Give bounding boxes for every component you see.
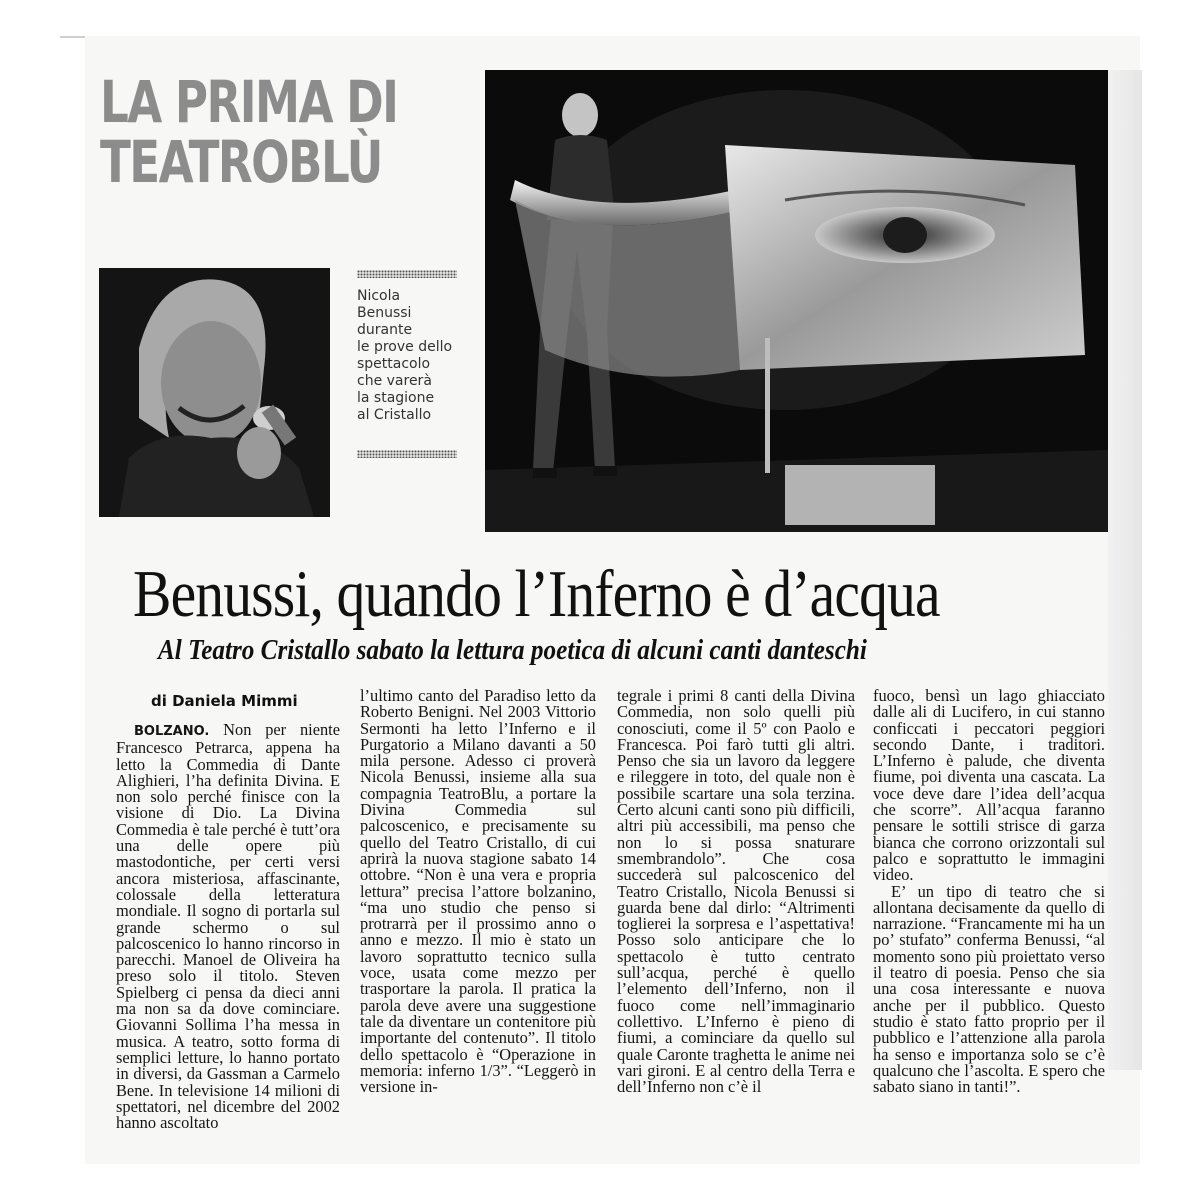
kicker-line-1: LA PRIMA DI: [100, 68, 398, 136]
stage-photo: [485, 70, 1108, 532]
stage-photo-art: [485, 70, 1108, 532]
caption-line: la stagione: [357, 390, 435, 406]
adjacent-page-strip: [1108, 70, 1142, 1070]
section-kicker: [100, 68, 398, 196]
caption-line: Nicola: [357, 288, 401, 304]
photo-caption: [357, 288, 469, 424]
article-column-2: [360, 688, 596, 1158]
caption-line: durante: [357, 322, 413, 338]
caption-line: Benussi: [357, 305, 412, 321]
caption-line: spettacolo: [357, 356, 431, 372]
column-text: Non per niente Francesco Petrarca, appena ha letto la Commedia di Dante Alighieri, l’ha definita Divina. E non solo perché finisce con la visione di Dio. La Divina Commedia è tale perché è tutt’ora una delle opere più mastodontiche, per certi versi ancora misteriosa, affascinante, colossale della letteratura mondiale. Il sogno di portarla sul grande schermo o sul palcoscenico lo hanno rincorso in parecchi. Manoel de Oliveira ha preso solo il titolo. Steven Spielberg ci pensa da dieci anni ma non sa da dove cominciare. Giovanni Sollima l’ha messa in musica. A teatro, sotto forma di semplici letture, lo hanno portato in diversi, da Gassman a Carmelo Bene. In televisione 14 milioni di spettatori, nel dicembre del 2002 hanno ascoltato: [116, 722, 340, 1133]
column-text: tegrale i primi 8 canti della Divina Commedia, non solo quelli più conosciuti, come il 5º con Paolo e Francesca. Poi farò tutti gli altri. Penso che sia un lavoro da leggere e rileggere in toto, del quale non è possibile scartare una sola terzina. Certo alcuni canti sono più difficili, altri più accessibili, ma penso che non lo si possa snaturare smembrandolo”. Che cosa succederà sul palcoscenico del Teatro Cristallo, Nicola Benussi si guarda bene dal dirlo: “Altrimenti toglierei la sorpresa e l’aspettativa! Posso solo anticipare che lo spettacolo è tutto centrato sull’acqua, perché è quello l’elemento dell’Inferno, non il fuoco come nell’immaginario collettivo. L’Inferno è pieno di fiumi, a cominciare da quello sul quale Caronte traghetta le anime nei vari gironi. E al centro della Terra e dell’Inferno non c’è il: [617, 688, 855, 1097]
caption-dot-rule-bottom: [357, 450, 457, 458]
byline: di Daniela Mimmi: [151, 692, 298, 710]
caption-line: che varerà: [357, 373, 432, 389]
portrait-photo: [99, 268, 330, 517]
subheadline: Al Teatro Cristallo sabato la lettura poetica di alcuni canti danteschi: [158, 635, 867, 666]
column-text: fuoco, bensì un lago ghiacciato dalle ali di Lucifero, in cui stanno conficcati i peccatori peggiori secondo Dante, i traditori. L’Inferno è palude, che diventa fiume, poi diventa una cascata. La voce deve dare l’idea dell’acqua che scorre”. All’acqua faranno pensare le sottili strisce di garza bianca che corrono orizzontali sul palco e soprattutto le immagini video.: [873, 688, 1105, 885]
article-column-1: [116, 722, 340, 1192]
portrait-photo-art: [99, 268, 330, 517]
column-text: l’ultimo canto del Paradiso letto da Roberto Benigni. Nel 2003 Vittorio Sermonti ha letto l’Inferno e il Purgatorio a Milano davanti a 50 mila persone. Adesso ci proverà Nicola Benussi, insieme alla sua compagnia TeatroBlu, a portare la Divina Commedia sul palcoscenico, e precisamente su quello del Teatro Cristallo, di cui aprirà la nuova stagione sabato 14 ottobre. “Non è una vera e propria lettura” precisa l’attore bolzanino, “ma uno studio che penso si protrarrà per il prossimo anno o anno e mezzo. Il mio è stato un lavoro soprattutto tecnico sulla voce, usata come mezzo per trasportare la parola. Il pratica la parola deve avere una suggestione tale da diventare un contenitore più importante del contenuto”. Il titolo dello spettacolo è “Operazione in memoria: inferno 1/3”. “Leggerò in versione in-: [360, 688, 596, 1097]
caption-line: al Cristallo: [357, 407, 432, 423]
caption-line: le prove dello: [357, 339, 453, 355]
column-text: E’ un tipo di teatro che si allontana decisamente da quello di narrazione. “Francamente mi ha un po’ stufato” conferma Benussi, “al momento sono più proiettato verso il teatro di poesia. Penso che sia una cosa interessante e nuova anche per il pubblico. Questo studio è stato fatto proprio per il pubblico e l’attenzione alla parola ha senso e importanza solo se c’è qualcuno che l’ascolta. E spero che sabato siano in tanti!”.: [873, 881, 1105, 1097]
headline: Benussi, quando l’Inferno è d’acqua: [133, 557, 940, 631]
kicker-line-2: TEATROBLÙ: [100, 128, 382, 196]
article-column-4: [873, 688, 1105, 1158]
caption-dot-rule-top: [357, 270, 457, 278]
article-column-3: [617, 688, 855, 1158]
dateline: BOLZANO.: [134, 724, 210, 739]
